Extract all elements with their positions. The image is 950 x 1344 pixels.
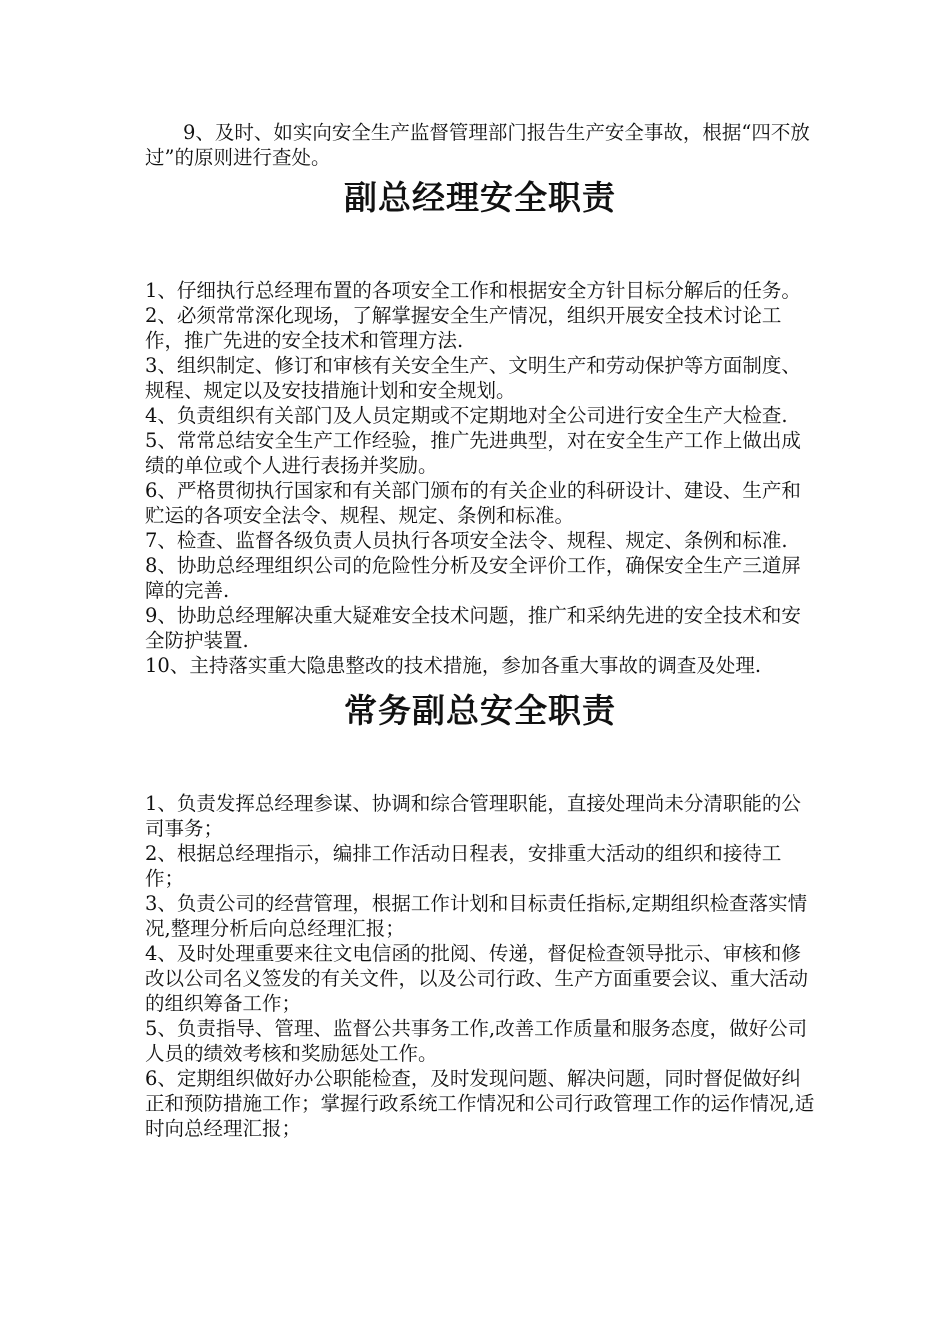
list-item: 6、定期组织做好办公职能检查，及时发现问题、解决问题，同时督促做好纠正和预防措施工作；掌握行政系统工作情况和公司行政管理工作的运作情况,适时向总经理汇报； (145, 1067, 815, 1140)
list-item: 5、负责指导、管理、监督公共事务工作,改善工作质量和服务态度，做好公司人员的绩效考核和奖励惩处工作。 (145, 1017, 808, 1065)
list-item: 1、负责发挥总经理参谋、协调和综合管理职能，直接处理尚未分清职能的公司事务； (145, 792, 801, 840)
list-item: 6、严格贯彻执行国家和有关部门颁布的有关企业的科研设计、建设、生产和贮运的各项安全法令、规程、规定、条例和标准。 (145, 479, 801, 527)
deputy-gm-duties-list (145, 278, 815, 678)
list-item: 9、协助总经理解决重大疑难安全技术问题，推广和采纳先进的安全技术和安全防护装置. (145, 604, 801, 652)
section-title-executive-deputy: 常务副总安全职责 (344, 691, 616, 730)
list-item: 3、负责公司的经营管理，根据工作计划和目标责任指标,定期组织检查落实情况,整理分析后向总经理汇报； (145, 892, 808, 940)
section-title-deputy-gm: 副总经理安全职责 (344, 178, 616, 217)
list-item: 10、主持落实重大隐患整改的技术措施，参加各重大事故的调查及处理. (145, 654, 762, 677)
list-item: 8、协助总经理组织公司的危险性分析及安全评价工作，确保安全生产三道屏障的完善. (145, 554, 801, 602)
list-item: 4、负责组织有关部门及人员定期或不定期地对全公司进行安全生产大检查. (145, 404, 788, 427)
list-item: 1、仔细执行总经理布置的各项安全工作和根据安全方针目标分解后的任务。 (145, 279, 801, 302)
executive-deputy-duties-list (145, 791, 815, 1141)
list-item: 5、常常总结安全生产工作经验，推广先进典型，对在安全生产工作上做出成绩的单位或个人进行表扬并奖励。 (145, 429, 801, 477)
list-item: 2、必须常常深化现场，了解掌握安全生产情况，组织开展安全技术讨论工作，推广先进的安全技术和管理方法. (145, 304, 782, 352)
list-item: 7、检查、监督各级负责人员执行各项安全法令、规程、规定、条例和标准. (145, 529, 788, 552)
intro-paragraph: 9、及时、如实向安全生产监督管理部门报告生产安全事故，根据“四不放过”的原则进行查处。 (145, 121, 810, 169)
document-page (145, 120, 815, 1141)
list-item: 4、及时处理重要来往文电信函的批阅、传递，督促检查领导批示、审核和修改以公司名义签发的有关文件，以及公司行政、生产方面重要会议、重大活动的组织筹备工作； (145, 942, 809, 1015)
list-item: 3、组织制定、修订和审核有关安全生产、文明生产和劳动保护等方面制度、规程、规定以及安技措施计划和安全规划。 (145, 354, 801, 402)
list-item: 2、根据总经理指示，编排工作活动日程表，安排重大活动的组织和接待工作； (145, 842, 782, 890)
